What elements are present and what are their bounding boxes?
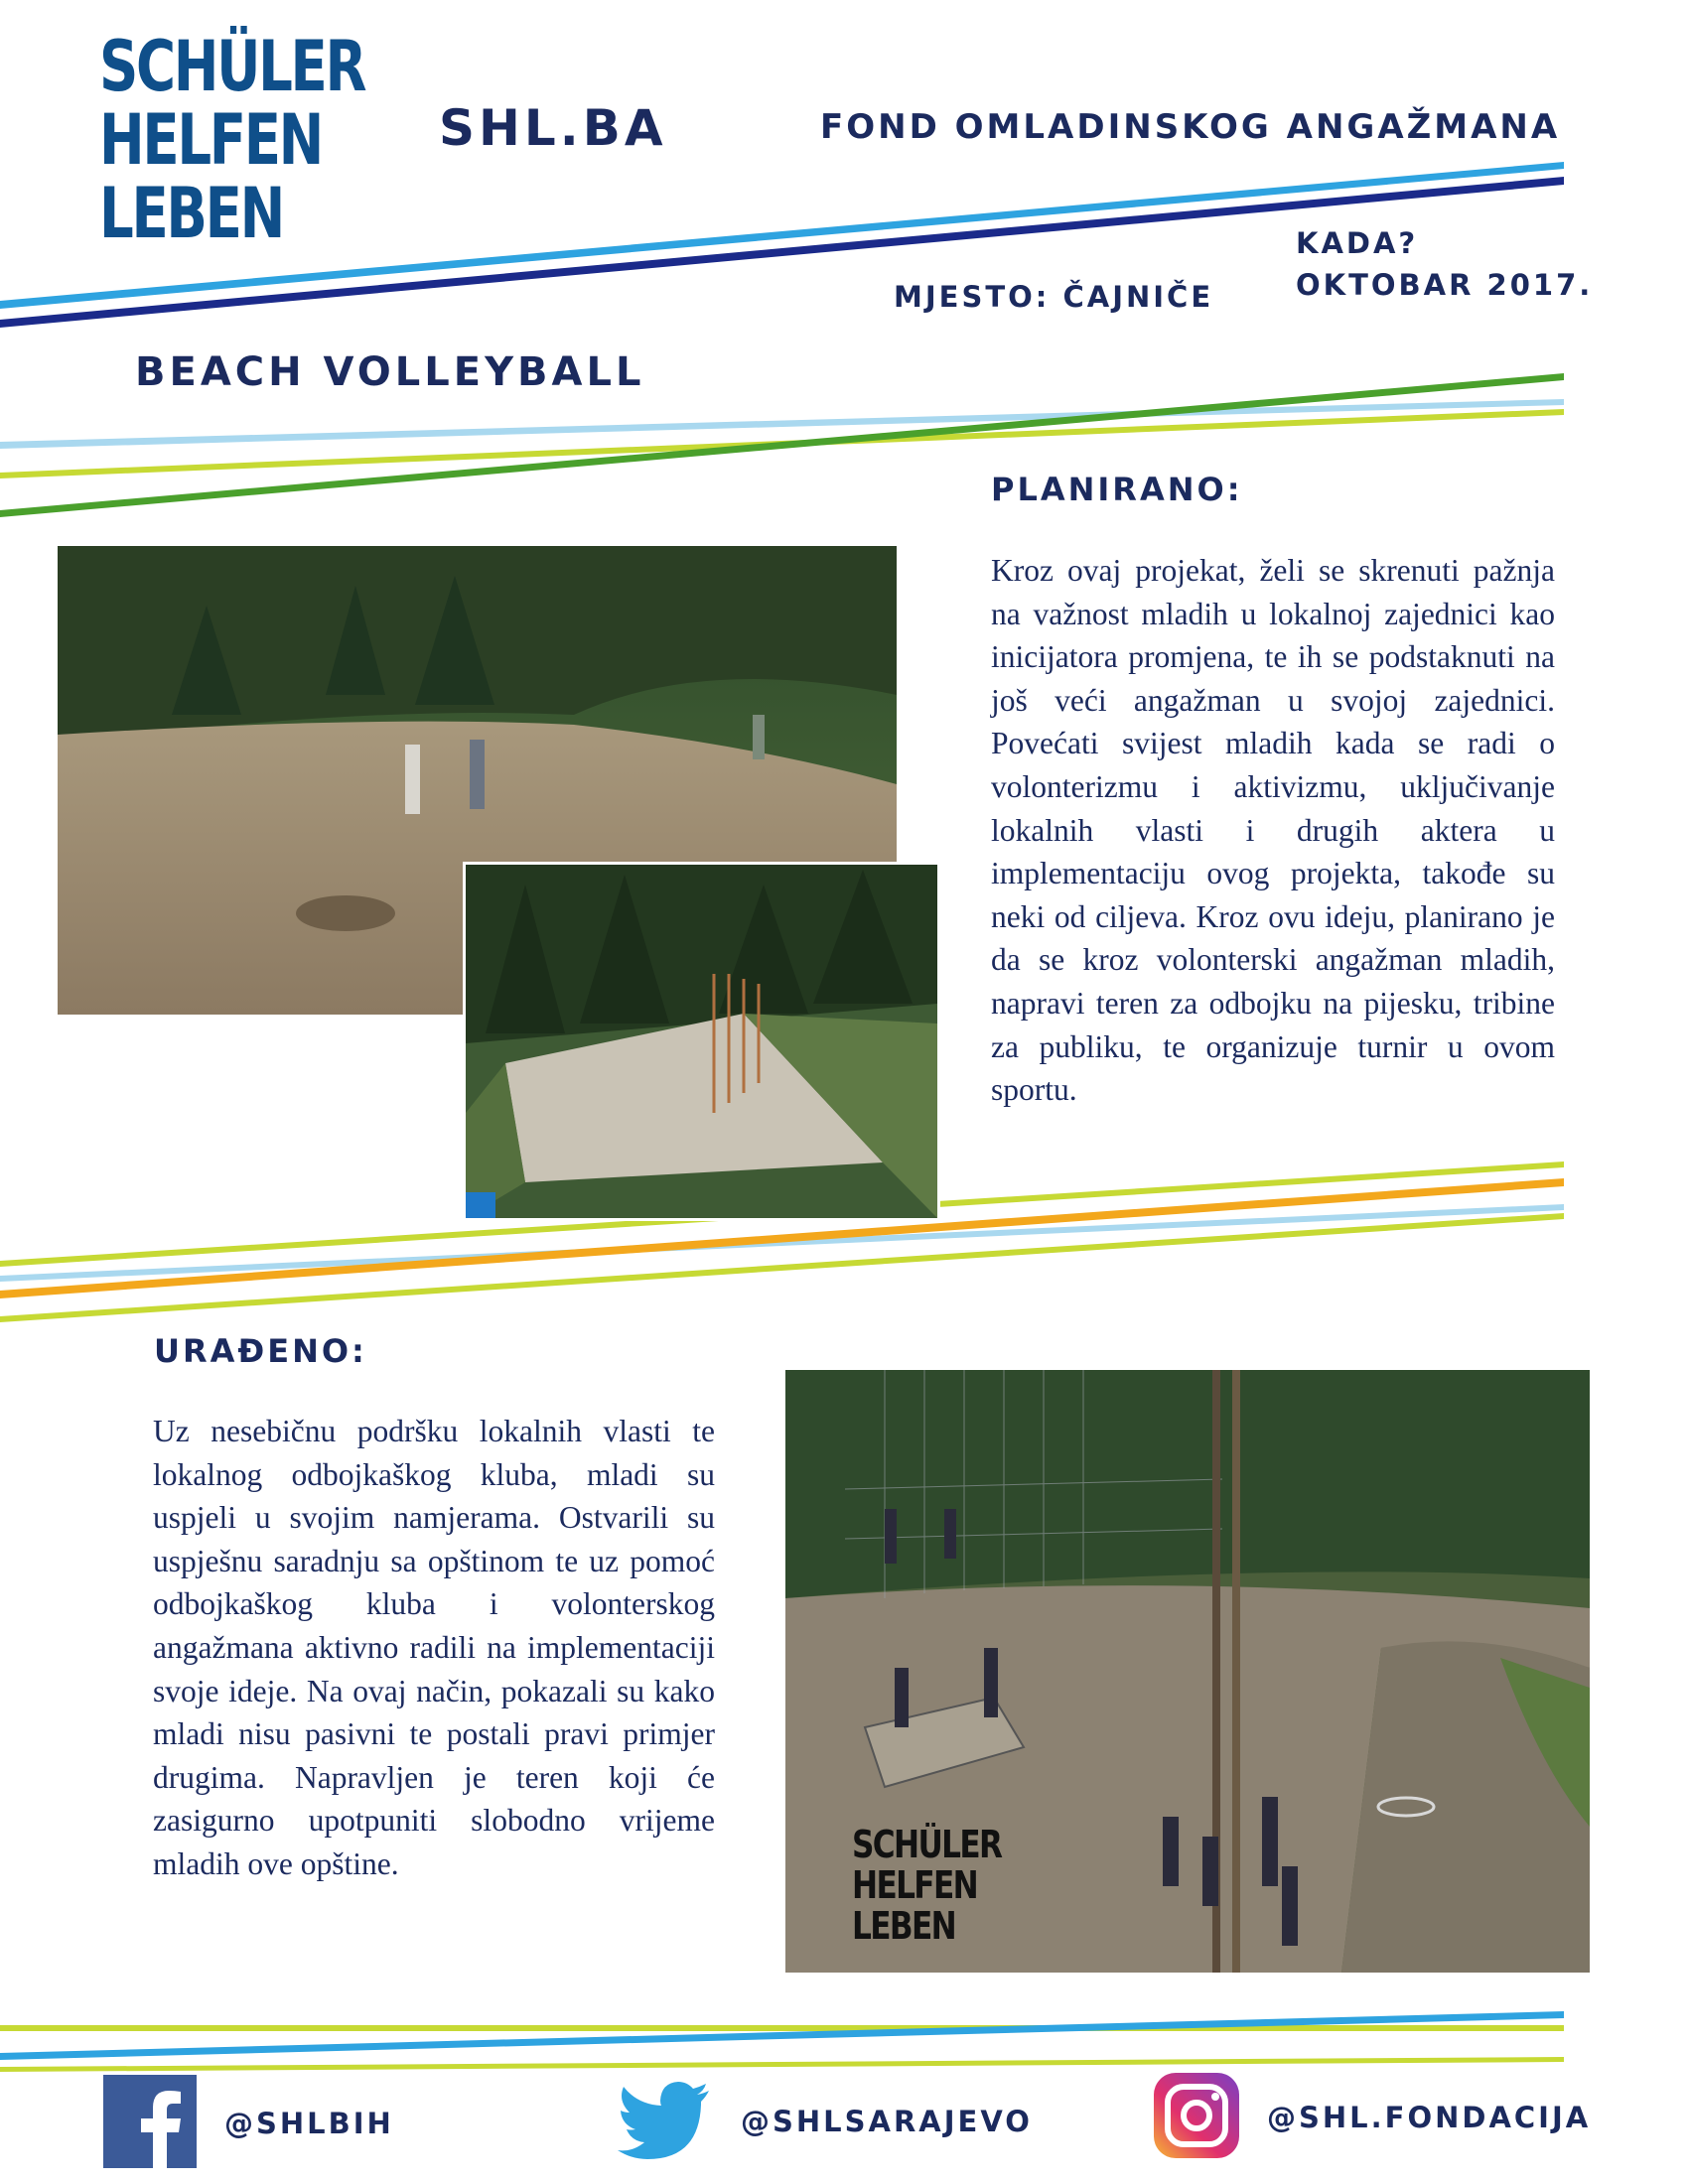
- logo-line: SCHÜLER: [99, 26, 365, 107]
- watermark-line: LEBEN: [852, 1904, 956, 1948]
- done-text: Uz nesebičnu podršku lokalnih vlasti te lokalnog odbojkaškog kluba, mladi su uspjeli u svojim namjerama. Ostvarili su uspješnu saradnju sa opštinom te uz pomoć odbojkaškog kluba i volonterskog angažmana aktivno radili na implementaciji svoje ideje. Na ovaj način, pokazali su kako mladi nisu pasivni te postali pravi primjer drugima. Napravljen je teren koji će zasigurno upotpuniti slobodno vrijeme mladih ove opštine.: [153, 1414, 715, 1881]
- twitter-handle: @SHLSARAJEVO: [741, 2105, 1033, 2138]
- social-instagram[interactable]: [1154, 2073, 1591, 2162]
- social-facebook[interactable]: [103, 2075, 394, 2172]
- shl-logo: [99, 26, 365, 273]
- photo-watermark-logo: [852, 1825, 1051, 1964]
- planned-text: Kroz ovaj projekat, želi se skrenuti pažnja na važnost mladih u lokalnoj zajednici kao inicijatora promjena, te ih se podstaknuti na još veći angažman u svojoj zajednici. Povećati svijest mladih kada se radi o volonterizmu i aktivizmu, uključivanje lokalnih vlasti i drugih aktera u implementaciju ovog projekta, takođe su neki od ciljeva. Kroz ovu ideju, planirano je da se kroz volonterski angažman mladih, napravi teren za odbojku na pijesku, tribine za publiku, te organizuje turnir u ovom sportu.: [991, 553, 1555, 1108]
- site-name: SHL.BA: [439, 99, 667, 157]
- place: MJESTO: ČAJNIČE: [894, 280, 1214, 314]
- when-label: KADA?: [1296, 226, 1419, 260]
- facebook-icon: [103, 2075, 197, 2172]
- logo-line: LEBEN: [99, 173, 284, 254]
- twitter-icon: [618, 2075, 713, 2168]
- planned-heading: PLANIRANO:: [991, 471, 1243, 508]
- photo-net-posts: [463, 862, 940, 1221]
- program-name: FOND OMLADINSKOG ANGAŽMANA: [820, 107, 1561, 147]
- project-title: BEACH VOLLEYBALL: [135, 349, 645, 395]
- done-heading: URAĐENO:: [154, 1332, 367, 1370]
- instagram-handle: @SHL.FONDACIJA: [1267, 2101, 1592, 2134]
- watermark-line: HELFEN: [852, 1863, 978, 1907]
- instagram-icon: [1154, 2073, 1239, 2162]
- watermark-line: SCHÜLER: [852, 1823, 1002, 1866]
- facebook-handle: @SHLBIH: [224, 2107, 394, 2140]
- social-twitter[interactable]: [618, 2075, 1033, 2168]
- when-value: OKTOBAR 2017.: [1296, 268, 1594, 302]
- logo-line: HELFEN: [99, 99, 323, 181]
